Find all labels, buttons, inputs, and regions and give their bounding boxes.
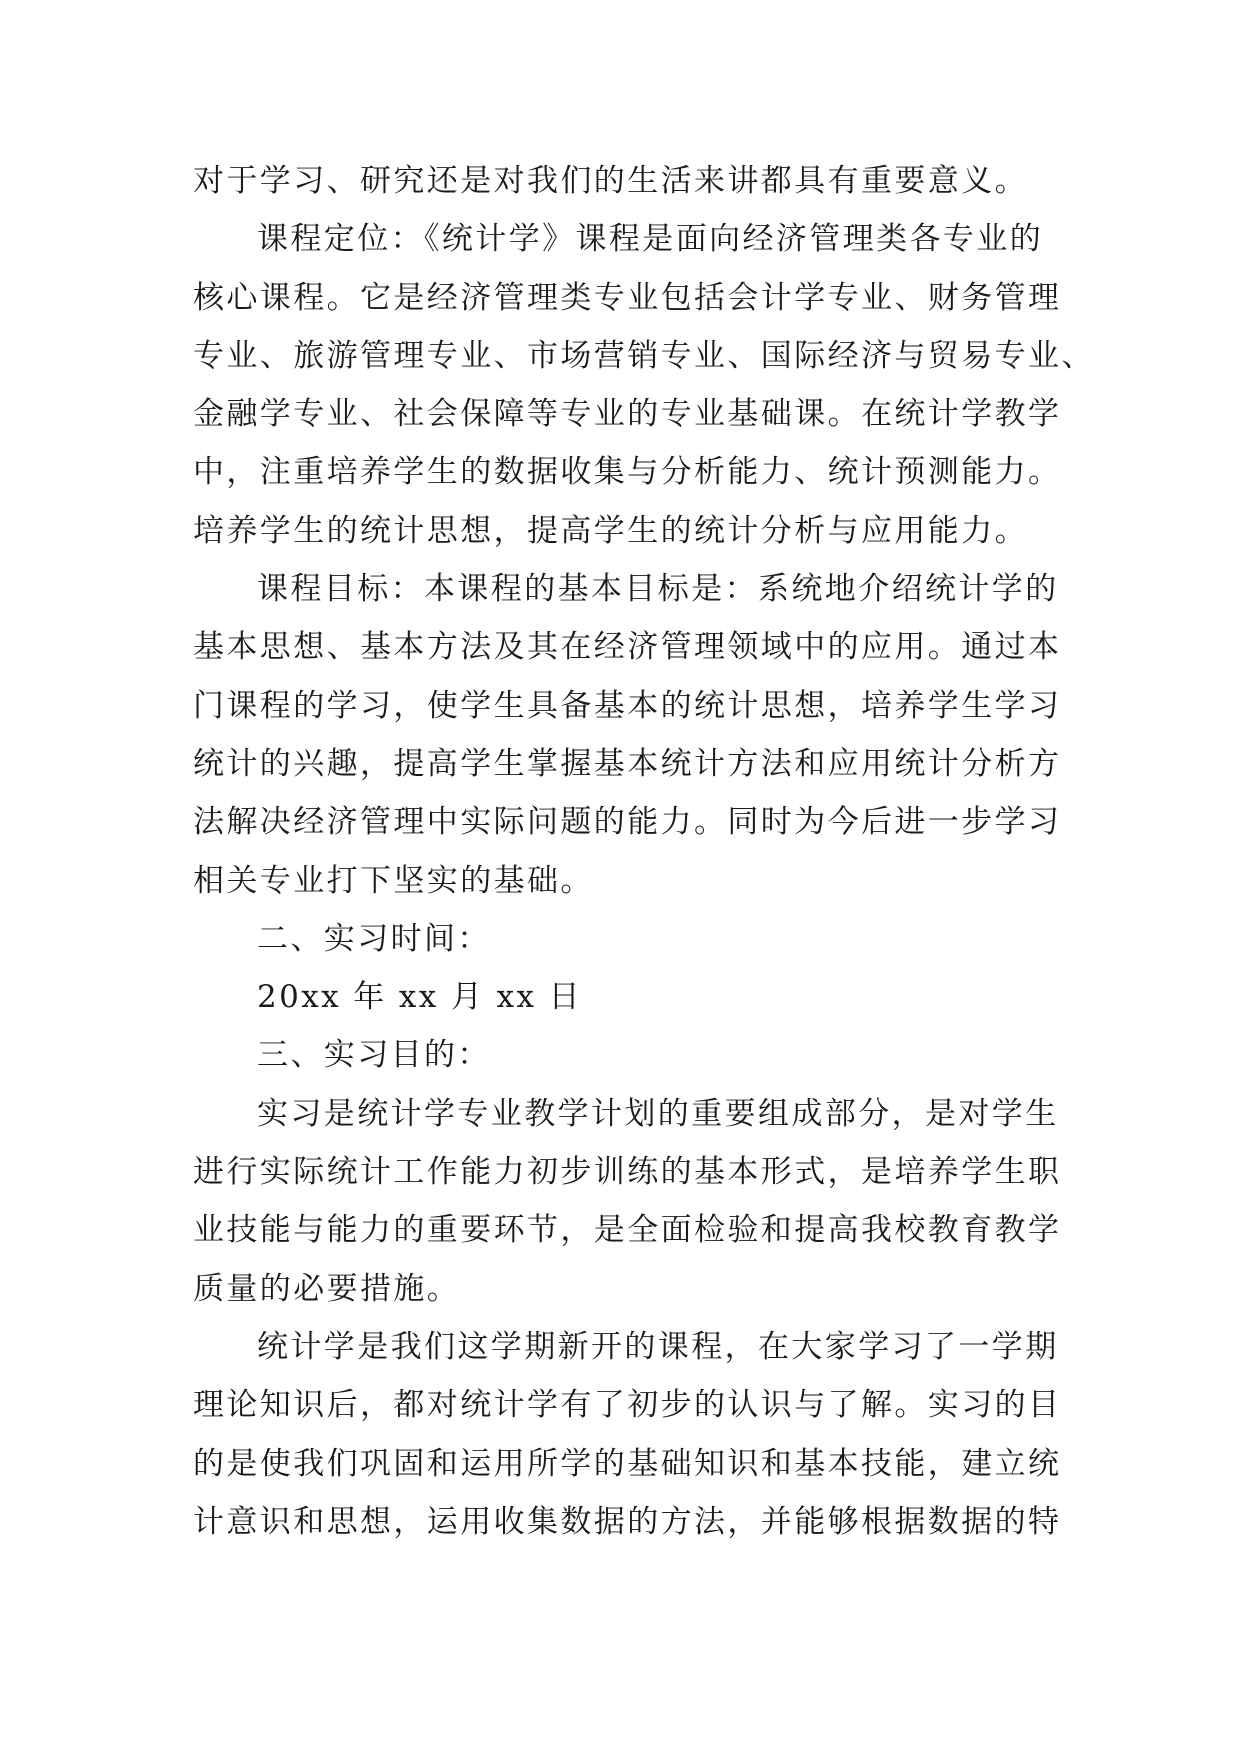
document-body — [193, 152, 1095, 1551]
text-line: 的是使我们巩固和运用所学的基础知识和基本技能，建立统 — [193, 1445, 1062, 1482]
internship-date: 20xx 年 xx 月 xx 日 — [257, 979, 583, 1016]
text-line: 核心课程。它是经济管理类专业包括会计学专业、财务管理 — [193, 279, 1062, 316]
text-line: 质量的必要措施。 — [193, 1270, 461, 1307]
section-heading-internship-time: 二、实习时间： — [257, 920, 491, 957]
text-line: 专业、旅游管理专业、市场营销专业、国际经济与贸易专业、 — [193, 337, 1095, 374]
text-line: 基本思想、基本方法及其在经济管理领域中的应用。通过本 — [193, 629, 1062, 666]
text-line: 对于学习、研究还是对我们的生活来讲都具有重要意义。 — [193, 163, 1028, 199]
text-line: 培养学生的统计思想，提高学生的统计分析与应用能力。 — [193, 512, 1028, 549]
text-line: 法解决经济管理中实际问题的能力。同时为今后进一步学习 — [193, 804, 1062, 841]
text-line: 计意识和思想，运用收集数据的方法，并能够根据数据的特 — [193, 1503, 1062, 1540]
text-line: 业技能与能力的重要环节，是全面检验和提高我校教育教学 — [193, 1212, 1062, 1249]
paragraph-internship-start: 实习是统计学专业教学计划的重要组成部分，是对学生 — [257, 1095, 1059, 1132]
paragraph-statistics-course-start: 统计学是我们这学期新开的课程，在大家学习了一学期 — [257, 1328, 1059, 1365]
paragraph-course-objective-start: 课程目标：本课程的基本目标是：系统地介绍统计学的 — [257, 571, 1059, 608]
text-line: 金融学专业、社会保障等专业的专业基础课。在统计学教学 — [193, 396, 1062, 433]
text-line: 统计的兴趣，提高学生掌握基本统计方法和应用统计分析方 — [193, 745, 1062, 782]
text-line: 理论知识后，都对统计学有了初步的认识与了解。实习的目 — [193, 1387, 1062, 1424]
text-line: 进行实际统计工作能力初步训练的基本形式，是培养学生职 — [193, 1154, 1062, 1191]
section-heading-internship-purpose: 三、实习目的： — [257, 1037, 491, 1074]
text-line: 中，注重培养学生的数据收集与分析能力、统计预测能力。 — [193, 454, 1062, 491]
paragraph-course-positioning-start: 课程定位：《统计学》课程是面向经济管理类各专业的 — [257, 221, 1044, 258]
text-line: 相关专业打下坚实的基础。 — [193, 862, 594, 899]
text-line: 门课程的学习，使学生具备基本的统计思想，培养学生学习 — [193, 687, 1062, 724]
